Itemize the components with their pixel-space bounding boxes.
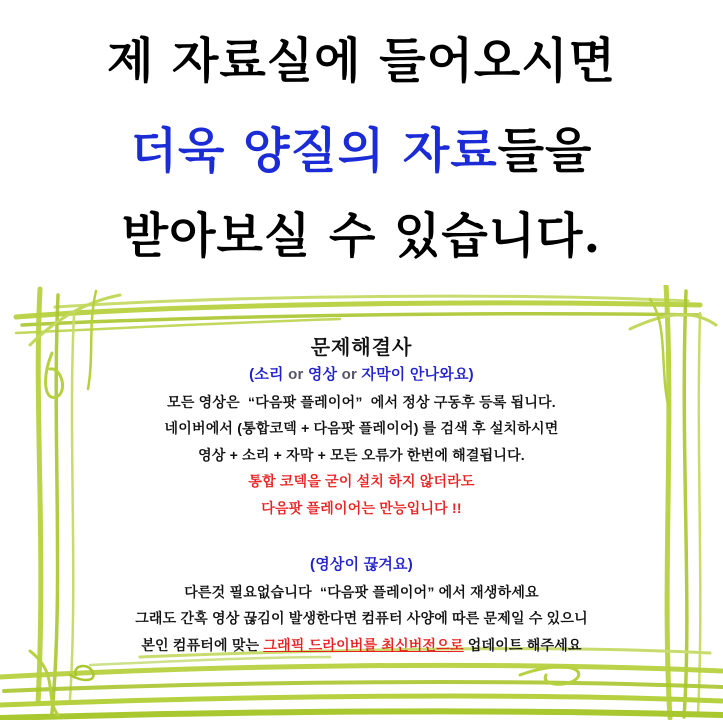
section1-line5-red: 다음팟 플레이어는 만능입니다 !! <box>261 499 462 516</box>
notice-section-audio-video-subtitle <box>40 362 683 521</box>
section1-heading-or2: or <box>341 366 358 383</box>
section2-line3-end: 업데이트 해주세요 <box>463 636 582 653</box>
section1-heading-mid: 영상 <box>303 366 342 383</box>
section1-heading <box>40 362 683 389</box>
section2-line3 <box>40 632 683 659</box>
section1-heading-close: 자막이 안나와요) <box>357 366 474 383</box>
section1-heading-open: (소리 <box>249 366 289 383</box>
header-line-2-highlight: 더욱 양질의 자료 <box>130 123 498 179</box>
notice-section-video-stutter <box>40 552 683 658</box>
header-line-2 <box>0 112 723 181</box>
section1-line3: 영상 + 소리 + 자막 + 모든 오류가 한번에 해결됩니다. <box>198 446 525 463</box>
section2-line2: 그래도 간혹 영상 끊김이 발생한다면 컴퓨터 사양에 따른 문제일 수 있으니 <box>135 610 588 626</box>
section2-line3-start: 본인 컴퓨터에 맞는 <box>141 636 264 653</box>
section1-heading-or1: or <box>288 366 304 383</box>
header-line-3: 받아보실 수 있습니다. <box>121 208 602 264</box>
section2-heading: (영상이 끊겨요) <box>310 556 413 573</box>
section2-line1: 다른것 필요없습니다 “다음팟 플레이어” 에서 재생하세요 <box>184 583 539 600</box>
section2-line3-red: 그래픽 드라이버를 최신버전으로 <box>263 636 464 653</box>
header-line-2-rest: 들을 <box>497 123 593 179</box>
header-line-1: 제 자료실에 들어오시면 <box>106 33 617 89</box>
notice-title: 문제해결사 <box>310 337 413 359</box>
notice-box <box>40 334 683 658</box>
section1-line1: 모든 영상은 “다음팟 플레이어” 에서 정상 구동후 등록 됩니다. <box>167 393 556 410</box>
section1-line4-red: 통합 코덱을 굳이 설치 하지 않더라도 <box>248 473 475 489</box>
section1-line2: 네이버에서 (통합코덱 + 다음팟 플레이어) 를 검색 후 설치하시면 <box>164 420 559 436</box>
